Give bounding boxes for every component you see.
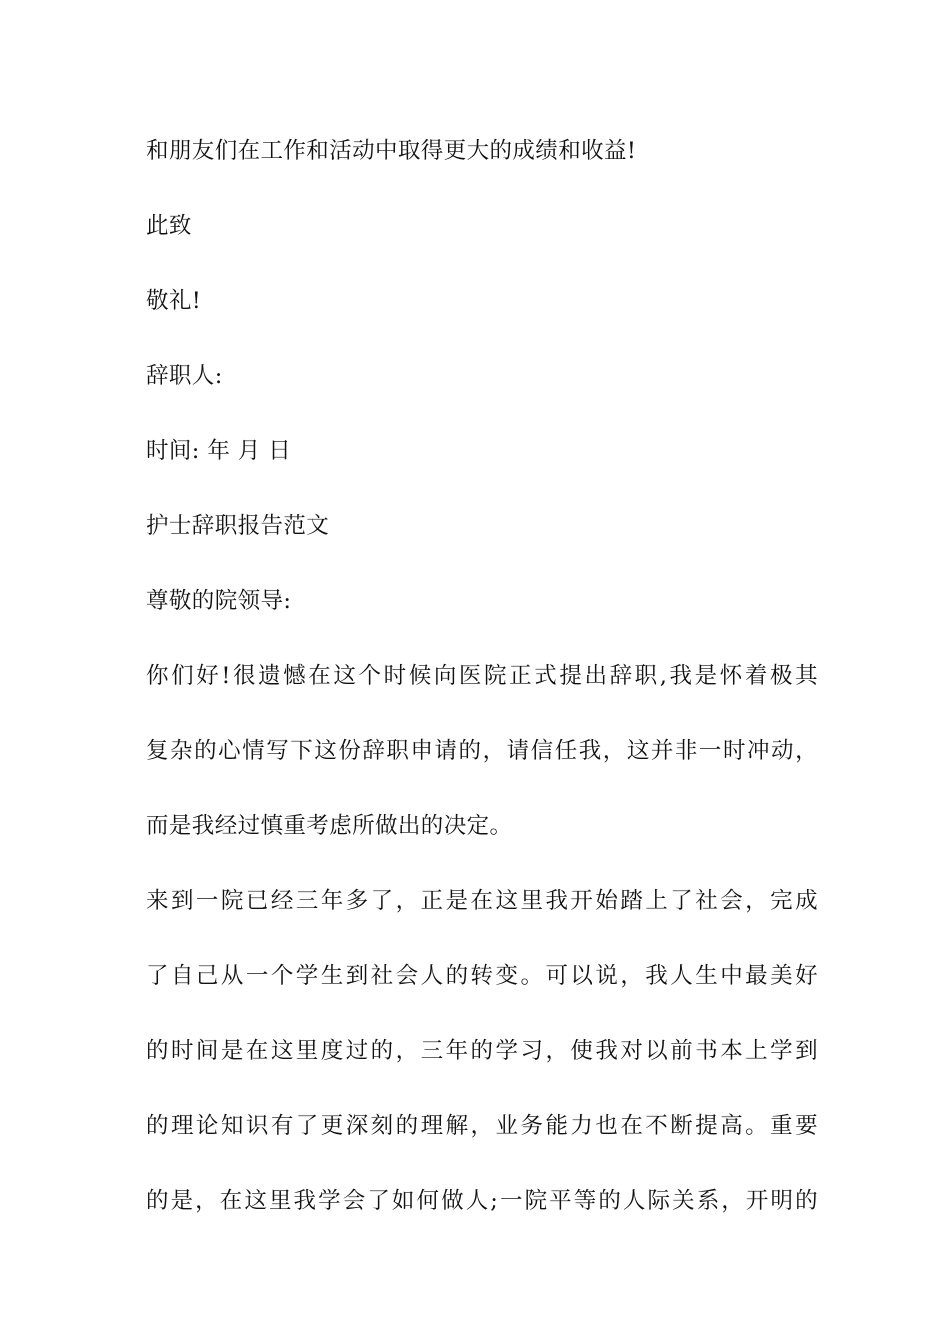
text-line-addressee: 尊敬的院领导: [146, 588, 292, 614]
paragraph-line: 复杂的心情写下这份辞职申请的，请信任我，这并非一时冲动， [146, 738, 818, 764]
paragraph-line: 来到一院已经三年多了，正是在这里我开始踏上了社会，完成 [146, 888, 818, 914]
text-line-salutation: 此致 [146, 213, 192, 239]
paragraph-line: 了自己从一个学生到社会人的转变。可以说，我人生中最美好 [146, 963, 818, 989]
paragraph-line: 的理论知识有了更深刻的理解，业务能力也在不断提高。重要 [146, 1113, 818, 1139]
paragraph-line: 而是我经过慎重考虑所做出的决定。 [146, 813, 513, 839]
paragraph-line: 的是，在这里我学会了如何做人;一院平等的人际关系，开明的 [146, 1188, 818, 1214]
text-line-closing-wish: 和朋友们在工作和活动中取得更大的成绩和收益! [146, 138, 637, 164]
section-title: 护士辞职报告范文 [146, 513, 330, 539]
paragraph-line: 的时间是在这里度过的，三年的学习，使我对以前书本上学到 [146, 1038, 818, 1064]
text-line-date: 时间: 年 月 日 [146, 438, 292, 464]
text-line-regards: 敬礼! [146, 288, 202, 314]
text-line-resigner: 辞职人: [146, 363, 223, 389]
paragraph-line: 你们好!很遗憾在这个时候向医院正式提出辞职,我是怀着极其 [146, 663, 818, 689]
